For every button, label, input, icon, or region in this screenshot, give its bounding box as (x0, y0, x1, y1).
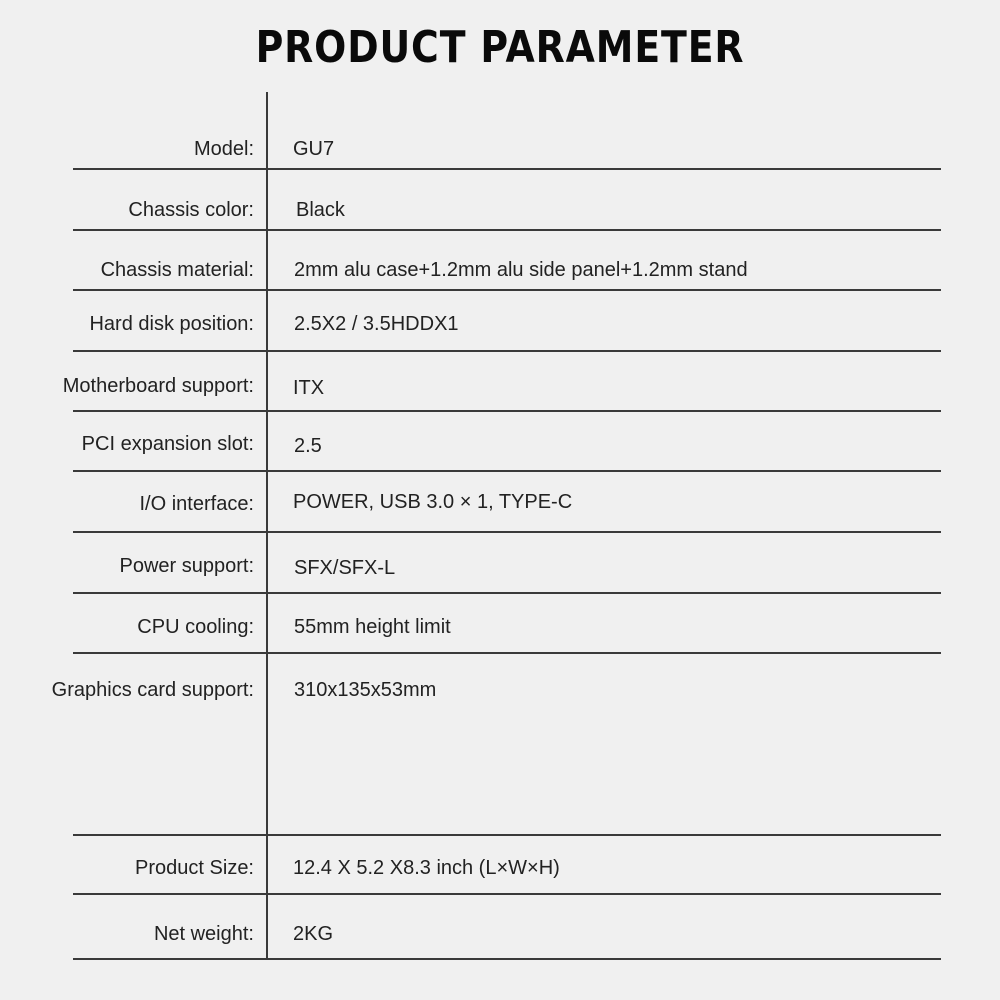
label-motherboard-support: Motherboard support: (62, 375, 254, 397)
label-io-interface: I/O interface: (139, 493, 254, 515)
row-divider (73, 531, 941, 533)
label-net-weight: Net weight: (153, 923, 254, 945)
page-title: PRODUCT PARAMETER (255, 22, 745, 73)
value-motherboard-support: ITX (293, 377, 325, 399)
value-cpu-cooling: 55mm height limit (294, 616, 451, 638)
value-chassis-color: Black (296, 199, 345, 221)
row-divider (73, 652, 941, 654)
value-chassis-material: 2mm alu case+1.2mm alu side panel+1.2mm stand (294, 259, 748, 281)
column-divider (266, 92, 268, 960)
label-power-support: Power support: (119, 555, 254, 577)
row-divider (73, 958, 941, 960)
label-product-size: Product Size: (135, 857, 254, 879)
value-pci-expansion-slot: 2.5 (294, 435, 322, 457)
value-graphics-card-support: 310x135x53mm (294, 679, 437, 701)
label-chassis-color: Chassis color: (128, 199, 254, 221)
value-io-interface: POWER, USB 3.0 × 1, TYPE-C (293, 491, 573, 513)
value-net-weight: 2KG (293, 923, 334, 945)
row-divider (73, 168, 941, 170)
label-model: Model: (193, 138, 254, 160)
row-divider (73, 893, 941, 895)
label-hard-disk-position: Hard disk position: (89, 313, 254, 335)
label-graphics-card-support: Graphics card support: (51, 679, 254, 701)
label-cpu-cooling: CPU cooling: (137, 616, 254, 638)
label-chassis-material: Chassis material: (100, 259, 254, 281)
row-divider (73, 592, 941, 594)
row-divider (73, 410, 941, 412)
row-divider (73, 289, 941, 291)
row-divider (73, 470, 941, 472)
value-product-size: 12.4 X 5.2 X8.3 inch (L×W×H) (293, 857, 560, 879)
row-divider (73, 350, 941, 352)
row-divider (73, 229, 941, 231)
row-divider (73, 834, 941, 836)
value-power-support: SFX/SFX-L (294, 557, 396, 579)
value-hard-disk-position: 2.5X2 / 3.5HDDX1 (294, 313, 459, 335)
label-pci-expansion-slot: PCI expansion slot: (81, 433, 254, 455)
value-model: GU7 (293, 138, 335, 160)
